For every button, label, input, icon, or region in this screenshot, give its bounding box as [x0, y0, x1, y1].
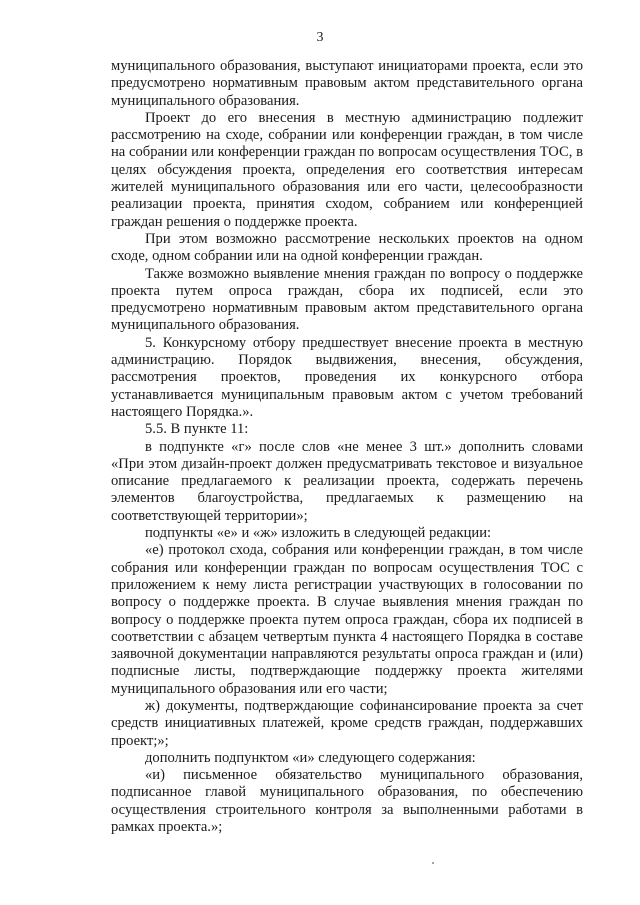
document-body	[111, 58, 583, 836]
page-number: 3	[316, 30, 324, 45]
paragraph-11: дополнить подпунктом «и» следующего содержания:	[145, 749, 476, 766]
paragraph-1: муниципального образования, выступают инициаторами проекта, если это предусмотрено нормативным правовым актом представительного органа муниципального образования.	[111, 58, 583, 109]
paragraph-8: подпункты «е» и «ж» изложить в следующей редакции:	[145, 525, 492, 542]
paragraph-12: «и) письменное обязательство муниципального образования, подписанное главой муниципального образования, по обеспечению осуществления строительного контроля за выполненными работами в рамках проекта.»;	[111, 767, 583, 836]
paragraph-10: ж) документы, подтверждающие софинансирование проекта за счет средств инициативных платежей, кроме средств граждан, поддержавших проект;»;	[111, 697, 583, 749]
paragraph-9: «е) протокол схода, собрания или конференции граждан, в том числе собрания или конференции граждан по вопросам осуществления ТОС с приложением к нему листа регистрации участвующих в голосовании по вопросу о поддержке проекта. В случае выявления мнения граждан по вопросу о поддержке проекта путем опроса граждан, сбора их подписей в соответствии с абзацем четвертым пункта 4 настоящего Порядка в составе заявочной документации направляются результаты опроса граждан и (или) подписные листы, подтверждающие поддержку проекта жителями муниципального образования или его части;	[111, 542, 583, 697]
paragraph-2: Проект до его внесения в местную администрацию подлежит рассмотрению на сходе, собрании или конференции граждан, в том числе на собрании или конференции граждан по вопросам осуществления ТОС, в целях обсуждения проекта, определения его соответствия интересам жителей муниципального образования или его части, целесообразности реализации проекта, принятия сходом, собранием или конференцией граждан решения о поддержке проекта.	[111, 109, 583, 230]
paragraph-4: Также возможно выявление мнения граждан по вопросу о поддержке проекта путем опроса граждан, сбора их подписей, если это предусмотрено нормативным правовым актом представительного органа муниципального образования.	[111, 265, 583, 334]
scan-speck	[432, 862, 434, 864]
paragraph-6: 5.5. В пункте 11:	[145, 421, 249, 438]
paragraph-7: в подпункте «г» после слов «не менее 3 шт.» дополнить словами «При этом дизайн-проект должен предусматривать текстовое и визуальное описание предлагаемого к реализации проекта, содержать перечень элементов благоустройства, предлагаемых к размещению на соответствующей территории»;	[111, 438, 583, 524]
paragraph-5: 5. Конкурсному отбору предшествует внесение проекта в местную администрацию. Порядок выдвижения, внесения, обсуждения, рассмотрения проектов, проведения их конкурсного отбора устанавливается муниципальным правовым актом с учетом требований настоящего Порядка.».	[111, 334, 583, 420]
paragraph-3: При этом возможно рассмотрение нескольких проектов на одном сходе, одном собрании или на одной конференции граждан.	[111, 230, 583, 265]
